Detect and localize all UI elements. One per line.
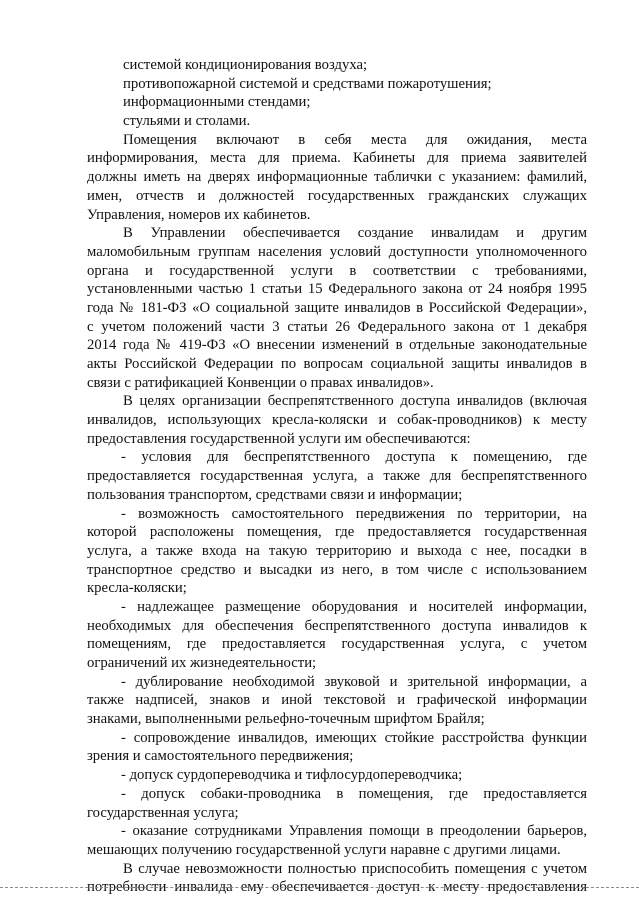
text-line: предоставляется государственная услуга, а также для беспрепятственного [87,468,587,485]
text-line: Помещения включают в себя места для ожидания, места [123,131,587,148]
text-line: кресла-коляски; [87,580,187,597]
text-line: информационными стендами; [123,94,311,111]
text-line: должны иметь на дверях информационные таблички с указанием: фамилий, [87,169,587,186]
text-line: информирования, места для приема. Кабинеты для приема заявителей [87,150,587,167]
text-line: Управления, номеров их кабинетов. [87,206,311,223]
text-line: - надлежащее размещение оборудования и носителей информации, [121,598,587,615]
text-line: государственная услуга; [87,804,239,821]
text-line: транспортное средство и высадки из него, в том числе с использованием [87,561,587,578]
text-line: года № 181-ФЗ «О социальной защите инвалидов в Российской Федерации», [87,299,587,316]
text-line: ограничений их жизнедеятельности; [87,655,317,671]
text-line: акты Российской Федерации по вопросам социальной защиты инвалидов в [87,356,587,372]
text-line: предоставления государственной услуги им обеспечиваются: [87,430,471,447]
document-body [87,56,587,897]
text-line: В случае невозможности полностью приспособить помещения с учетом [123,860,587,877]
text-line: помещениям, где предоставляется государственная услуга, с учетом [87,636,587,653]
text-line: В Управлении обеспечивается создание инвалидам и другим [123,225,587,242]
text-line: - дублирование необходимой звуковой и зрительной информации, а [121,673,587,690]
text-line: - условия для беспрепятственного доступа к помещению, где [121,449,587,466]
text-line: мешающих получению государственной услуги наравне с другими лицами. [87,841,561,858]
page-bottom-edge [0,887,639,888]
text-line: органа и государственной услуги в соответствии с требованиями, [87,262,587,279]
text-line: которой расположены помещения, где предоставляется государственная [87,524,587,541]
text-line: - допуск сурдопереводчика и тифлосурдопереводчика; [121,767,463,784]
text-line: противопожарной системой и средствами пожаротушения; [123,75,492,92]
text-line: имен, отчеств и должностей государственных гражданских служащих [87,187,587,204]
text-line: знаками, выполненными рельефно-точечным шрифтом Брайля; [87,711,485,728]
text-line: услуга, а также входа на такую территорию и выхода с нее, посадки в [87,542,587,559]
text-line: - сопровождение инвалидов, имеющих стойкие расстройства функции [121,729,587,746]
text-line: системой кондиционирования воздуха; [123,57,368,73]
text-line: связи с ратификацией Конвенции о правах инвалидов». [87,374,434,391]
text-line: - возможность самостоятельного передвижения по территории, на [121,505,587,522]
text-line: В целях организации беспрепятственного доступа инвалидов (включая [123,393,587,410]
text-line: пользования транспортом, средствами связи и информации; [87,486,463,503]
text-line: установленными частью 1 статьи 15 Федерального закона от 24 ноября 1995 [87,281,587,298]
text-line: с учетом положений части 3 статьи 26 Федерального закона от 1 декабря [87,318,587,335]
text-line: - оказание сотрудниками Управления помощи в преодолении барьеров, [121,823,587,840]
text-line: стульями и столами. [123,113,251,130]
text-line: инвалидов, использующих кресла-коляски и собак-проводников) к месту [87,412,587,429]
text-line: потребности инвалида ему обеспечивается доступ к месту предоставления [87,879,587,896]
text-line: маломобильным группам населения условий доступности уполномоченного [87,243,587,260]
text-line: также надписей, знаков и иной текстовой и графической информации [87,692,587,709]
text-line: зрения и самостоятельного передвижения; [87,748,354,765]
text-line: необходимых для обеспечения беспрепятственного доступа инвалидов к [87,617,587,634]
text-line: 2014 года № 419-ФЗ «О внесении изменений в отдельные законодательные [87,337,587,354]
text-line: - допуск собаки-проводника в помещения, где предоставляется [121,785,587,802]
